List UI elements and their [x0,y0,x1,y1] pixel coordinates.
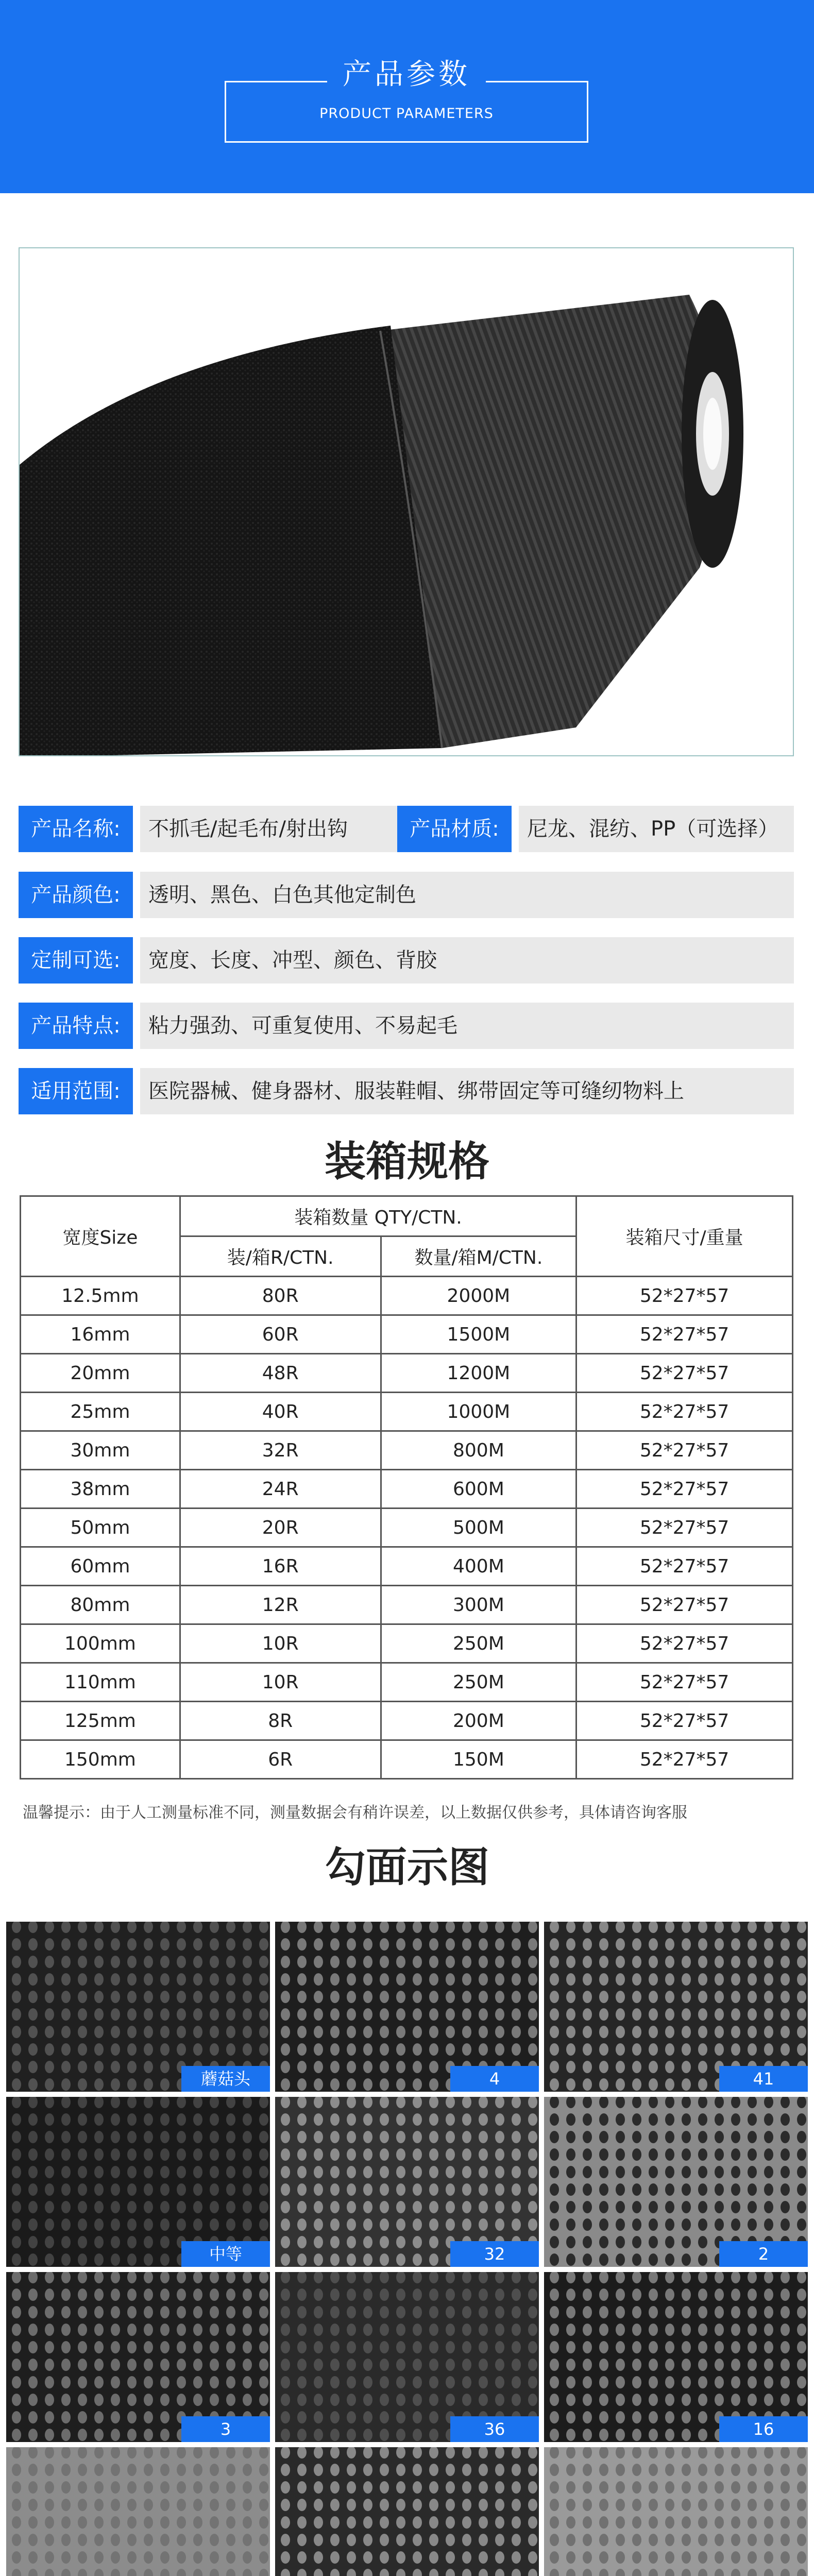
table-row [21,1740,793,1779]
hook-tile [544,2097,808,2267]
th-rolls: 装/箱R/CTN. [180,1236,381,1277]
table-cell: 40R [180,1393,381,1431]
param-label: 产品颜色: [19,872,133,918]
packing-table [20,1195,793,1780]
hook-label: 2 [719,2241,808,2267]
table-cell: 52*27*57 [576,1663,793,1702]
table-cell: 52*27*57 [576,1470,793,1509]
table-cell: 12R [180,1586,381,1624]
param-value: 不抓毛/起毛布/射出钩 [140,806,403,852]
hook-label: 36 [450,2416,539,2442]
table-cell: 1000M [381,1393,576,1431]
table-cell: 52*27*57 [576,1586,793,1624]
table-cell: 150M [381,1740,576,1779]
table-cell: 10R [180,1624,381,1663]
table-cell: 16R [180,1547,381,1586]
hook-tile [6,2272,270,2442]
table-cell: 60R [180,1315,381,1354]
table-row [21,1663,793,1702]
table-cell: 52*27*57 [576,1354,793,1393]
param-label: 产品特点: [19,1003,133,1049]
header-subtitle: PRODUCT PARAMETERS [319,106,494,122]
table-cell: 20mm [21,1354,180,1393]
hook-tile [544,2447,808,2576]
hook-tile [6,2447,270,2576]
hook-tile [6,1922,270,2092]
hook-tile [275,1922,539,2092]
param-value: 粘力强劲、可重复使用、不易起毛 [140,1003,794,1049]
hook-tile [275,2097,539,2267]
table-cell: 48R [180,1354,381,1393]
param-label: 适用范围: [19,1068,133,1114]
table-row [21,1277,793,1315]
table-cell: 1500M [381,1315,576,1354]
table-row [21,1431,793,1470]
table-cell: 250M [381,1663,576,1702]
table-cell: 110mm [21,1663,180,1702]
th-qty: 装箱数量 QTY/CTN. [180,1196,576,1236]
hook-label: 蘑菇头 [181,2066,270,2092]
product-image [19,247,794,756]
table-cell: 24R [180,1470,381,1509]
table-cell: 30mm [21,1431,180,1470]
hook-label: 3 [181,2416,270,2442]
table-cell: 250M [381,1624,576,1663]
table-cell: 400M [381,1547,576,1586]
param-value: 医院器械、健身器材、服装鞋帽、绑带固定等可缝纫物料上 [140,1068,794,1114]
hook-tile [544,1922,808,2092]
table-cell: 12.5mm [21,1277,180,1315]
header-title: 产品参数 [225,52,588,93]
hook-gallery [0,1922,814,2576]
hook-tile [6,2097,270,2267]
packing-title: 装箱规格 [325,1138,489,1185]
hook-label: 中等 [181,2241,270,2267]
table-cell: 50mm [21,1509,180,1547]
param-value: 尼龙、混纺、PP（可选择） [519,806,794,852]
hook-tile [275,2272,539,2442]
param-value: 透明、黑色、白色其他定制色 [140,872,794,918]
table-cell: 6R [180,1740,381,1779]
table-cell: 52*27*57 [576,1431,793,1470]
table-row [21,1393,793,1431]
table-cell: 8R [180,1702,381,1740]
param-label: 产品材质: [397,806,512,852]
hook-label: 32 [450,2241,539,2267]
table-cell: 52*27*57 [576,1277,793,1315]
table-row [21,1509,793,1547]
measurement-note: 温馨提示：由于人工测量标准不同，测量数据会有稍许误差，以上数据仅供参考，具体请咨询客服 [23,1804,687,1822]
table-cell: 500M [381,1509,576,1547]
param-label: 产品名称: [19,806,133,852]
table-cell: 38mm [21,1470,180,1509]
table-cell: 52*27*57 [576,1315,793,1354]
table-cell: 10R [180,1663,381,1702]
table-cell: 800M [381,1431,576,1470]
th-meters: 数量/箱M/CTN. [381,1236,576,1277]
table-cell: 125mm [21,1702,180,1740]
hook-label: 16 [719,2416,808,2442]
table-cell: 150mm [21,1740,180,1779]
table-cell: 100mm [21,1624,180,1663]
table-cell: 600M [381,1470,576,1509]
hook-label: 41 [719,2066,808,2092]
param-value: 宽度、长度、冲型、颜色、背胶 [140,937,794,984]
table-cell: 2000M [381,1277,576,1315]
table-cell: 80mm [21,1586,180,1624]
table-cell: 32R [180,1431,381,1470]
param-row-color [19,872,794,918]
table-row [21,1354,793,1393]
hooks-title: 勾面示图 [325,1843,489,1891]
table-cell: 300M [381,1586,576,1624]
table-cell: 200M [381,1702,576,1740]
table-row [21,1470,793,1509]
th-size: 装箱尺寸/重量 [576,1196,793,1277]
th-width: 宽度Size [21,1196,180,1277]
table-cell: 20R [180,1509,381,1547]
hook-tile [275,2447,539,2576]
table-cell: 52*27*57 [576,1740,793,1779]
table-cell: 1200M [381,1354,576,1393]
table-cell: 52*27*57 [576,1393,793,1431]
hook-tile [544,2272,808,2442]
table-cell: 80R [180,1277,381,1315]
param-label: 定制可选: [19,937,133,984]
table-cell: 60mm [21,1547,180,1586]
table-cell: 52*27*57 [576,1509,793,1547]
hook-label: 4 [450,2066,539,2092]
table-cell: 16mm [21,1315,180,1354]
param-row-custom [19,937,794,984]
table-cell: 25mm [21,1393,180,1431]
param-row-name [19,806,794,852]
param-row-feature [19,1003,794,1049]
table-row [21,1624,793,1663]
table-cell: 52*27*57 [576,1624,793,1663]
table-cell: 52*27*57 [576,1547,793,1586]
table-row [21,1547,793,1586]
table-row [21,1702,793,1740]
table-row [21,1586,793,1624]
table-cell: 52*27*57 [576,1702,793,1740]
param-row-usage [19,1068,794,1114]
table-row [21,1315,793,1354]
